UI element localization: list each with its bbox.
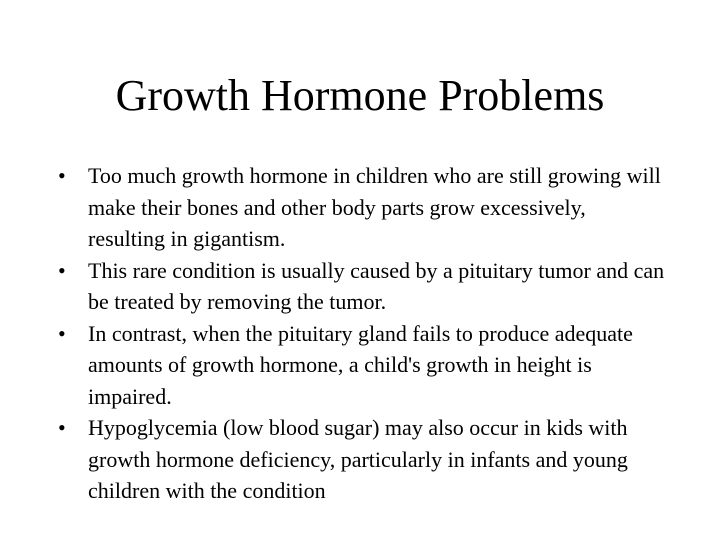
bullet-item-2: [58, 255, 668, 318]
bullet-item-1: [58, 160, 668, 255]
bullet-icon: •: [58, 163, 66, 188]
bullet-list: [58, 160, 668, 507]
bullet-item-3: [58, 318, 668, 413]
bullet-icon: •: [58, 415, 66, 440]
bullet-text: This rare condition is usually caused by a pituitary tumor and can be treated by removing the tumor.: [88, 257, 665, 314]
bullet-text: In contrast, when the pituitary gland fails to produce adequate amounts of growth hormone, a child's growth in height is impaired.: [88, 320, 633, 409]
bullet-item-4: [58, 412, 668, 507]
bullet-text: Hypoglycemia (low blood sugar) may also occur in kids with growth hormone deficiency, particularly in infants and young children with the condition: [88, 415, 628, 503]
bullet-icon: •: [58, 257, 66, 283]
bullet-icon: •: [58, 320, 66, 346]
bullet-text: Too much growth hormone in children who are still growing will make their bones and other body parts grow excessively, resulting in gigantism.: [88, 163, 661, 251]
slide-title: Growth Hormone Problems: [115, 71, 605, 120]
